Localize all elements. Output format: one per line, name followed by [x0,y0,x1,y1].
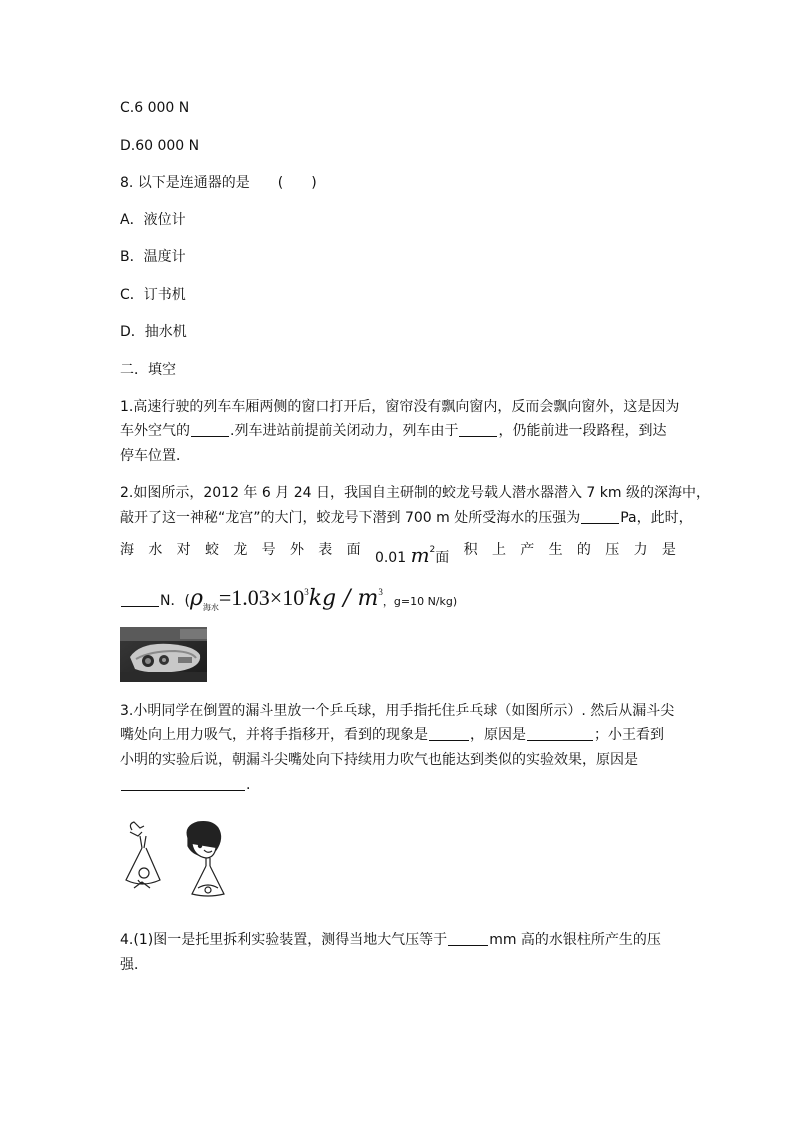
answer-blank[interactable] [121,592,159,607]
q2-text-d: ，g=10 N/kg) [382,595,458,608]
q3-text-b: ，原因是 [470,727,526,743]
option-d-prev: D.60 000 N [120,138,200,154]
q1-text-a: 车外空气的 [120,423,190,439]
q2-word: 是 [661,542,676,558]
q2-word: 积 [463,542,478,558]
answer-blank[interactable] [459,422,497,437]
q4-line-2: 强． [120,957,148,973]
option-c-prev: C.6 000 N [120,100,190,116]
q2-word: 海 [120,542,134,558]
q3-text-end: . [246,777,251,793]
q8-option-c: C．订书机 [120,287,186,303]
submersible-photo [120,627,207,682]
answer-blank[interactable] [191,422,229,437]
q2-word: 水 [148,542,163,558]
q2-word: 上 [491,542,506,558]
answer-blank[interactable] [527,726,593,741]
q8-option-b: B．温度计 [120,249,186,265]
answer-blank[interactable] [121,776,245,791]
q1-text-b: .列车进站前提前关闭动力，列车由于 [230,423,459,439]
q4-line-1 [120,930,661,950]
q2-word: 对 [176,542,191,558]
q2-word: 产 [520,542,535,558]
q4-text-a: 4.(1)图一是托里拆利实验装置，测得当地大气压等于 [120,932,448,948]
density-formula: $\rho_{海水}=1.03\times 10^3kg / m^3$ [189,585,383,612]
section-heading: 二．填空 [120,362,176,378]
q2-word: 力 [633,542,648,558]
q3-line-3: 小明的实验后说，朝漏斗尖嘴处向下持续用力吹气也能达到类似的实验效果，原因是 [120,752,638,768]
q3-line-4 [120,775,250,795]
q2-word: 蛟 [204,542,219,558]
q2-area-value: 0.01 $m^2$面 [374,543,450,567]
answer-blank[interactable] [429,726,469,741]
answer-blank[interactable] [581,509,619,524]
q8-stem: 8. 以下是连通器的是 ( ) [120,175,317,191]
q2-line-2 [120,508,693,528]
q2-word: 压 [605,542,620,558]
q2-line-4 [120,578,457,622]
q8-option-a: A．液位计 [120,212,186,228]
funnel-experiment-illustration [120,818,240,898]
q3-line-1: 3.小明同学在倒置的漏斗里放一个乒乓球，用手指托住乒乓球（如图所示）. 然后从漏斗尖 [120,703,675,719]
q8-option-d: D．抽水机 [120,324,187,340]
answer-blank[interactable] [448,931,488,946]
q4-text-b: mm 高的水银柱所产生的压 [489,932,661,948]
q3-text-c: ；小王看到 [594,727,664,743]
q2-text-b: Pa，此时， [620,510,693,526]
q2-word: 龙 [233,542,248,558]
q1-line-1: 1.高速行驶的列车车厢两侧的窗口打开后，窗帘没有飘向窗内，反而会飘向窗外，这是因为 [120,399,680,415]
q2-word: 外 [289,542,304,558]
q2-text-a: 敲开了这一神秘“龙宫”的大门，蛟龙号下潜到 700 m 处所受海水的压强为 [120,510,581,526]
q2-word: 的 [576,542,591,558]
q1-line-3: 停车位置． [120,448,190,464]
q1-text-c: ，仍能前进一段路程，到达 [498,423,667,439]
q2-line-3 [120,540,676,568]
q2-line-1: 2.如图所示，2012 年 6 月 24 日，我国自主研制的蛟龙号载人潜水器潜入 7 km 级的深海中， [120,485,710,501]
q1-line-2 [120,421,666,441]
q2-word: 号 [261,542,276,558]
q2-text-c: N．( [160,593,190,609]
q2-word: 面 [346,542,361,558]
q2-word: 生 [548,542,563,558]
q2-word: 表 [318,542,333,558]
q3-text-a: 嘴处向上用力吸气，并将手指移开，看到的现象是 [120,727,428,743]
q3-line-2 [120,725,664,745]
